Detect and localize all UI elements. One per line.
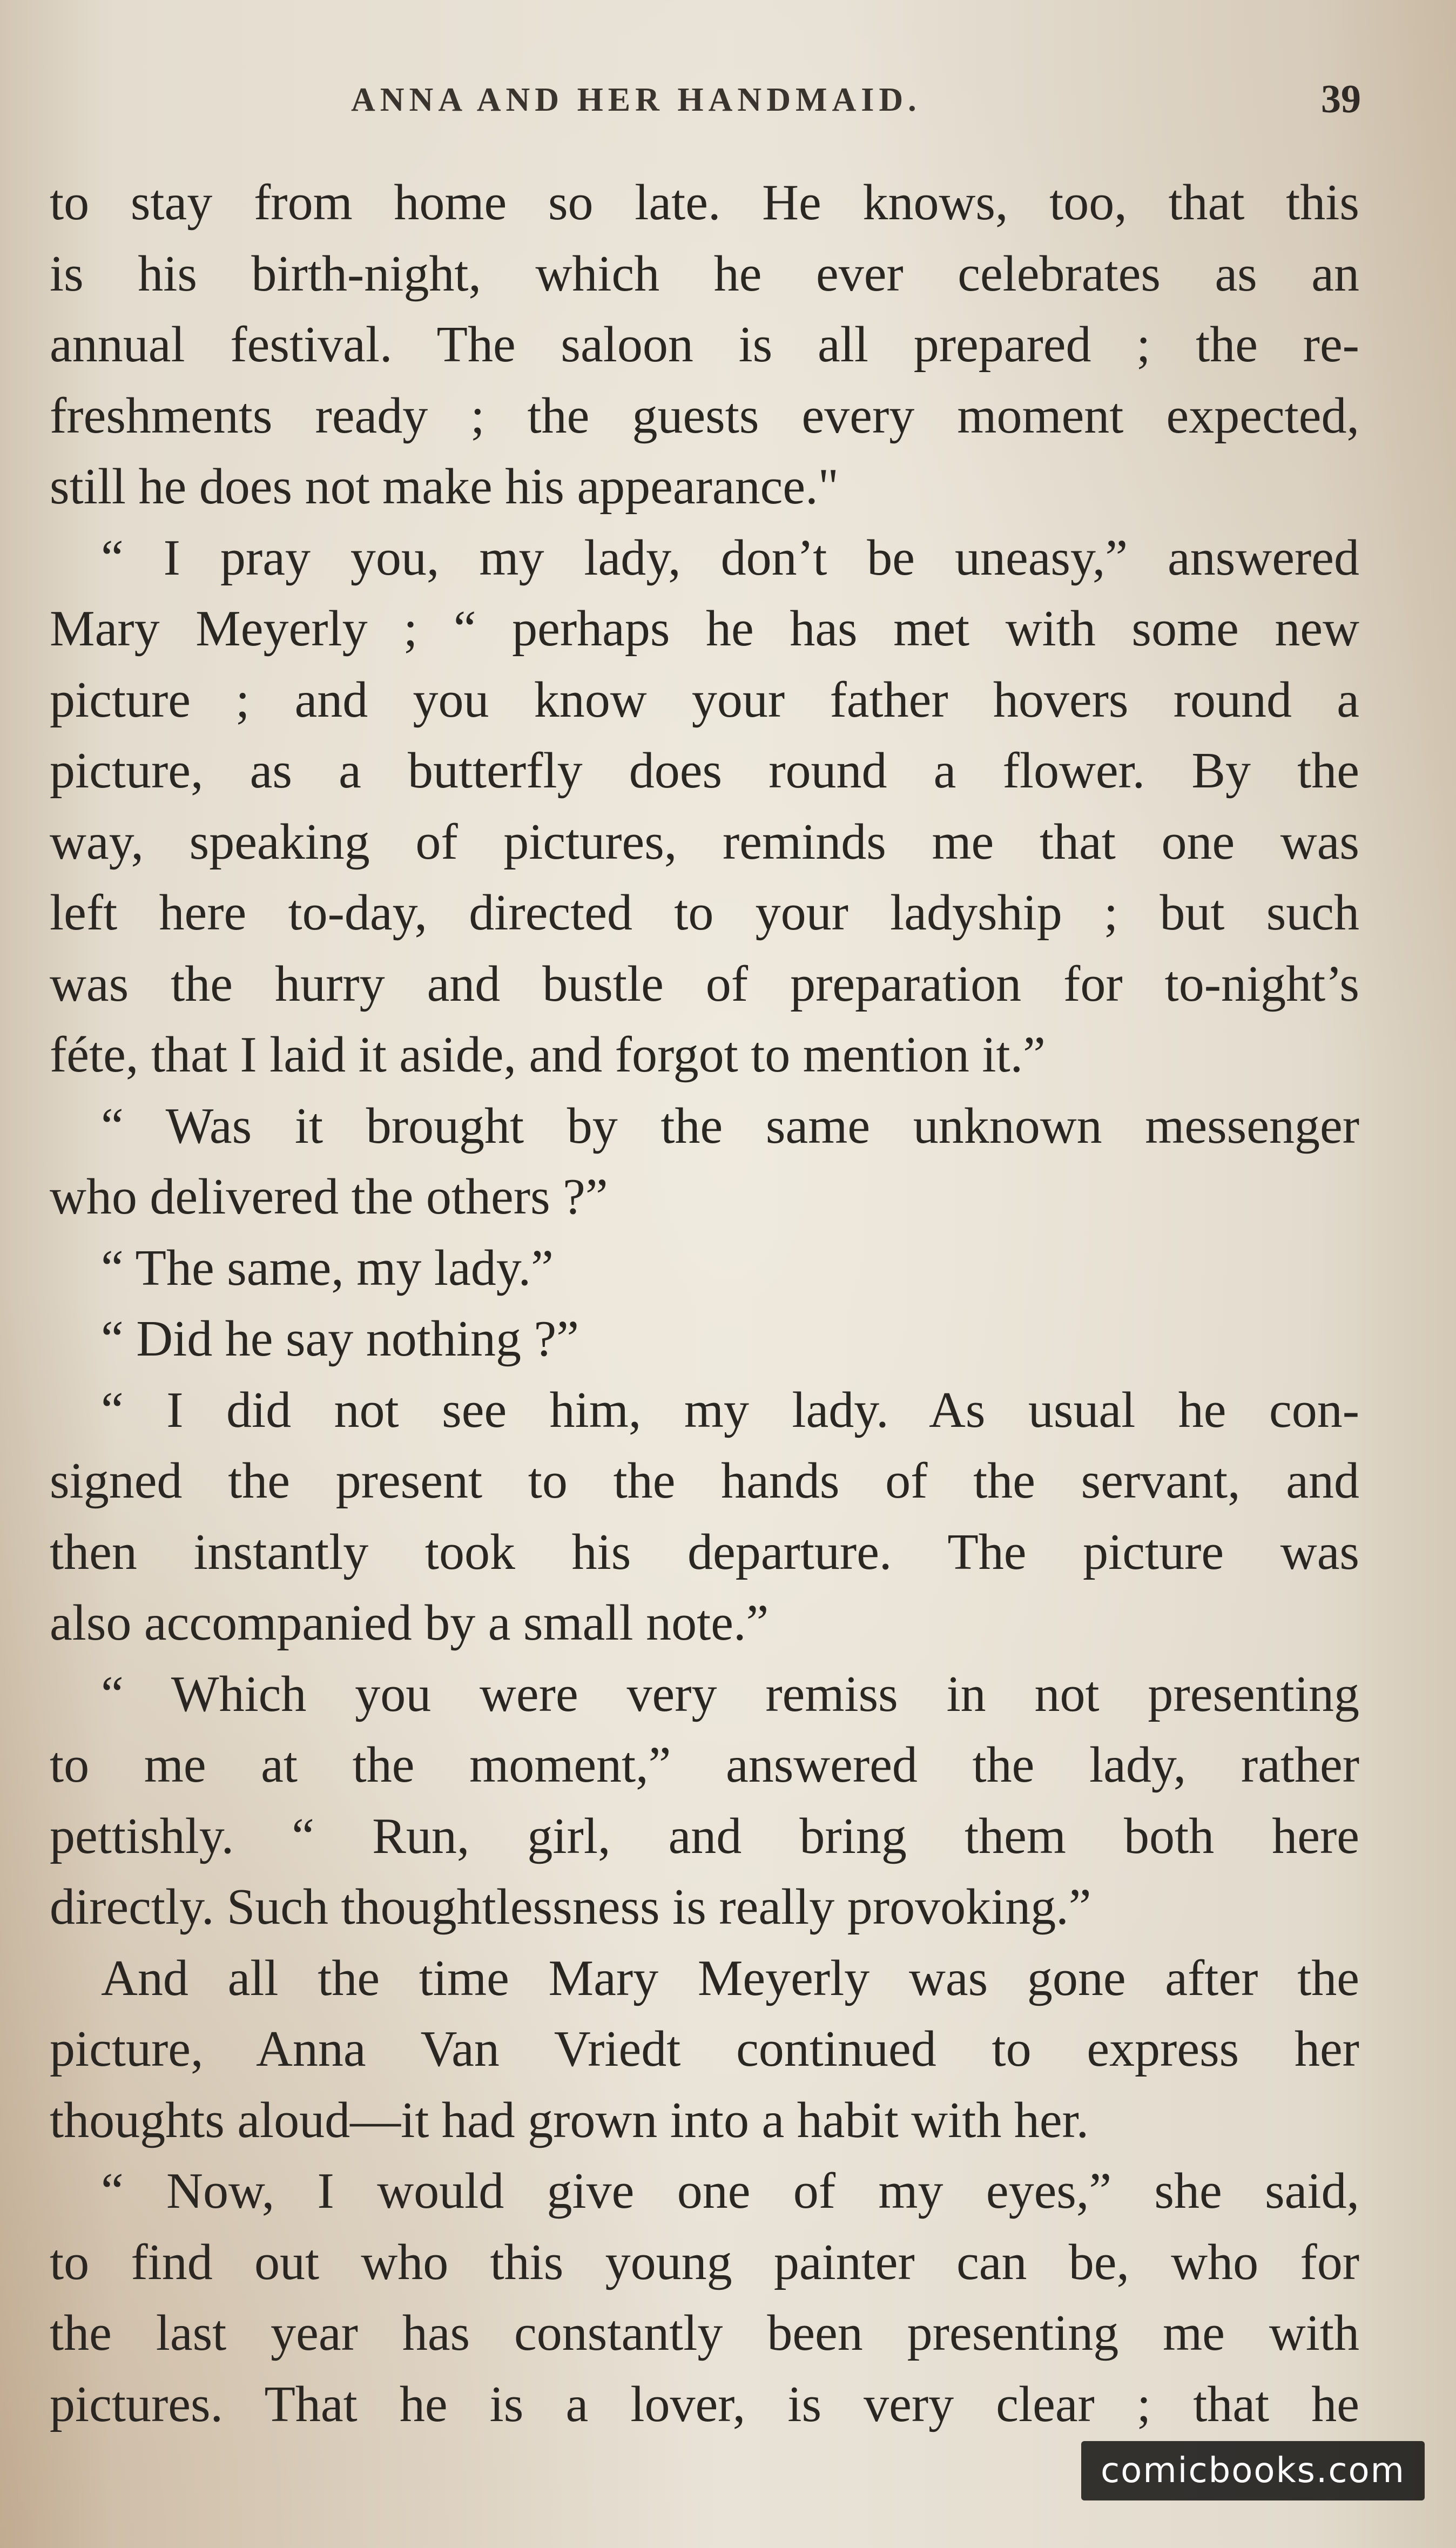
text-line: is his birth-night, which he ever celebrates as an [50,245,1359,302]
text-line: signed the present to the hands of the servant, and [50,1453,1359,1509]
body-text [50,167,1359,2440]
text-line: “ Now, I would give one of my eyes,” she said, [101,2163,1359,2219]
page-header [49,77,1361,130]
text-line: to find out who this young painter can be, who for [50,2234,1359,2290]
text-line: “ I did not see him, my lady. As usual he con- [101,1381,1359,1438]
text-line: And all the time Mary Meyerly was gone after the [101,1950,1359,2006]
text-line: to stay from home so late. He knows, too, that this [50,174,1359,231]
text-line: féte, that I laid it aside, and forgot to mention it.” [50,1027,1046,1083]
text-line: pettishly. “ Run, girl, and bring them both here [50,1808,1359,1864]
text-line: to me at the moment,” answered the lady, rather [50,1737,1359,1793]
text-line: freshments ready ; the guests every moment expected, [50,387,1359,444]
text-line: was the hurry and bustle of preparation for to-night’s [50,955,1359,1012]
text-line: still he does not make his appearance." [50,459,839,515]
text-line: pictures. That he is a lover, is very clear ; that he [50,2376,1359,2432]
text-line: who delivered the others ?” [50,1169,608,1225]
text-line: directly. Such thoughtlessness is really provoking.” [50,1879,1091,1935]
text-line: thoughts aloud—it had grown into a habit with her. [50,2092,1089,2148]
text-line: then instantly took his departure. The picture was [50,1524,1359,1580]
text-line: “ Which you were very remiss in not presenting [101,1666,1359,1722]
text-line: picture ; and you know your father hovers round a [50,671,1359,728]
text-line: “ The same, my lady.” [101,1239,554,1296]
text-line: picture, as a butterfly does round a flower. By the [50,743,1359,799]
text-line: annual festival. The saloon is all prepared ; the re- [50,316,1359,373]
text-line: also accompanied by a small note.” [50,1595,769,1651]
text-line: “ I pray you, my lady, don’t be uneasy,” answered [101,529,1359,586]
text-line: left here to-day, directed to your ladyship ; but such [50,885,1359,941]
text-line: picture, Anna Van Vriedt continued to express her [50,2021,1359,2077]
text-line: “ Did he say nothing ?” [101,1311,579,1367]
text-line: the last year has constantly been presenting me with [50,2305,1359,2361]
text-line: Mary Meyerly ; “ perhaps he has met with some new [50,601,1359,657]
running-title: ANNA AND HER HANDMAID. [351,82,921,118]
watermark-label: comicbooks.com [1081,2441,1425,2500]
text-line: “ Was it brought by the same unknown messenger [101,1097,1359,1154]
page-number: 39 [1321,77,1361,122]
text-line: way, speaking of pictures, reminds me that one was [50,813,1359,870]
